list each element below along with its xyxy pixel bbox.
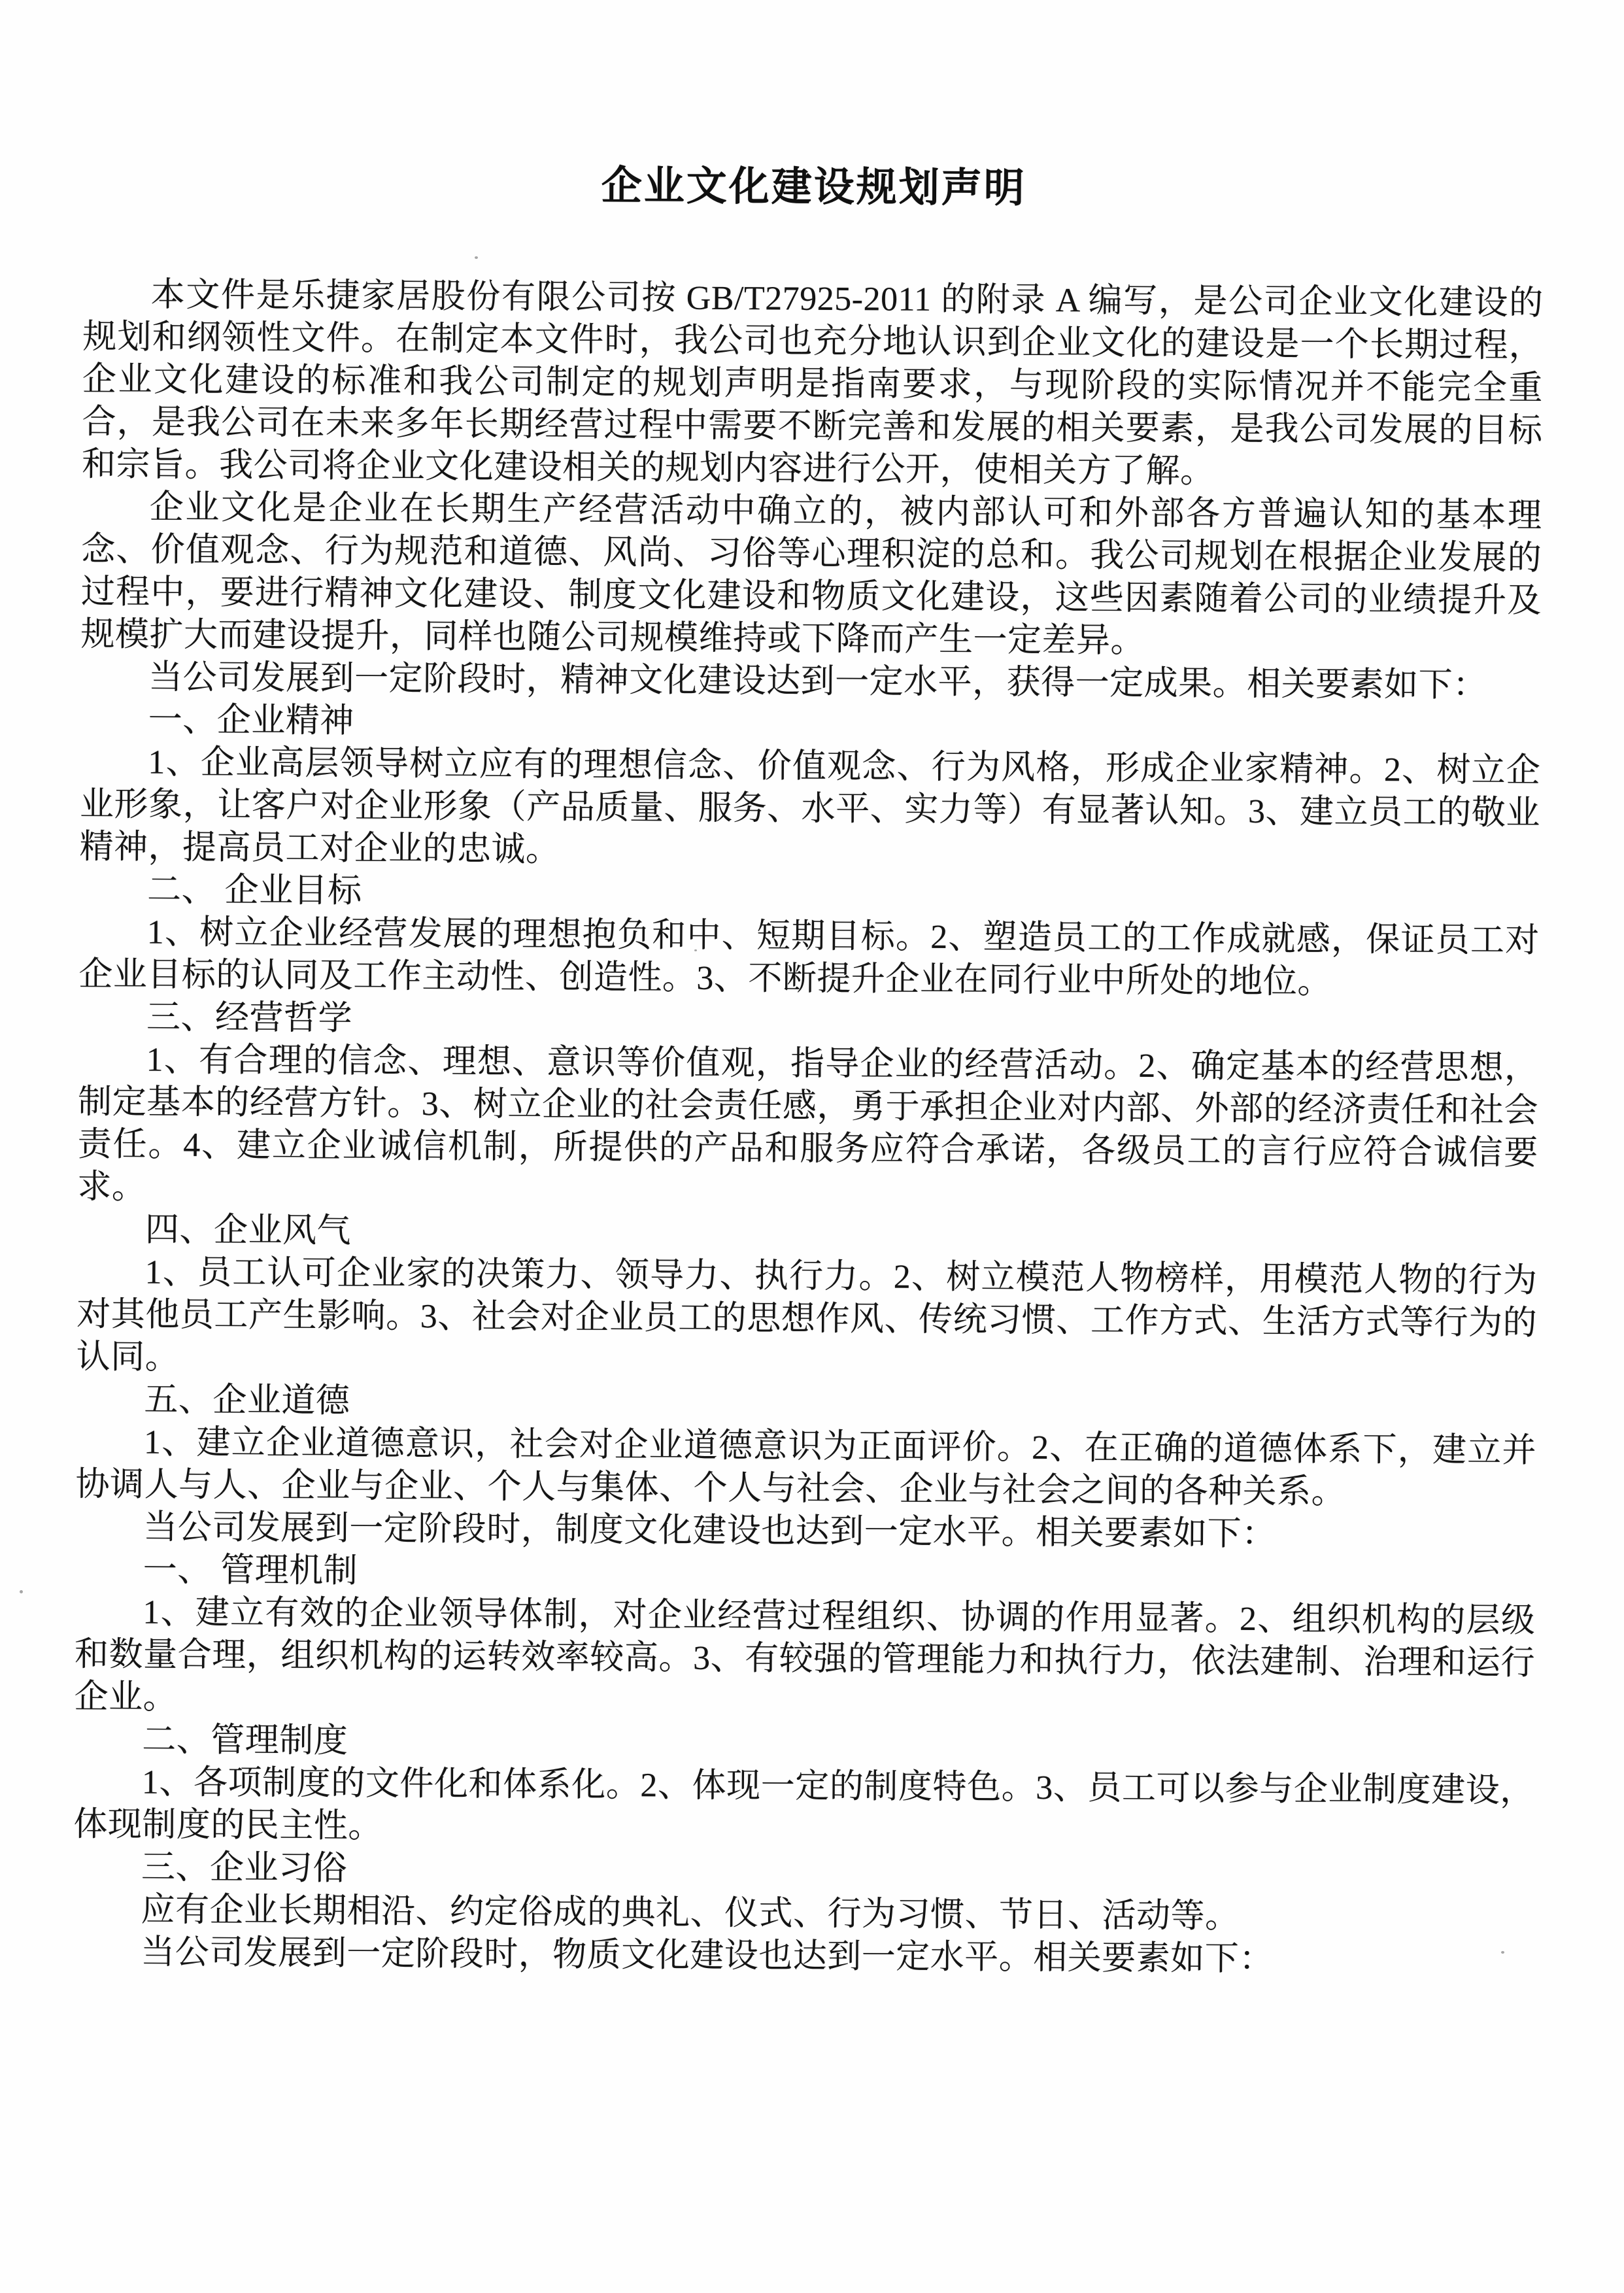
paragraph: 1、员工认可企业家的决策力、领导力、执行力。2、树立模范人物榜样，用模范人物的行为对其他员工产生影响。3、社会对企业员工的思想作风、传统习惯、工作方式、生活方式等行为的认同。 bbox=[76, 1253, 1538, 1376]
section-heading: 二、管理制度 bbox=[142, 1721, 348, 1760]
paragraph: 1、树立企业经营发展的理想抱负和中、短期目标。2、塑造员工的工作成就感，保证员工对企业目标的认同及工作主动性、创造性。3、不断提升企业在同行业中所处的地位。 bbox=[78, 913, 1540, 1001]
paragraph: 1、各项制度的文件化和体系化。2、体现一定的制度特色。3、员工可以参与企业制度建设，体现制度的民主性。 bbox=[73, 1763, 1534, 1845]
paragraph: 本文件是乐捷家居股份有限公司按 GB/T27925-2011 的附录 A 编写，是公司企业文化建设的规划和纲领性文件。在制定本文件时，我公司也充分地认识到企业文化的建设是一个长期过程，企业文化建设的标准和我公司制定的规划声明是指南要求，与现阶段的实际情况并不能完全重合，是我公司在未来多年长期经营过程中需要不断完善和发展的相关要素，是我公司发展的目标和宗旨。我公司将企业文化建设相关的规划内容进行公开，使相关方了解。 bbox=[81, 276, 1544, 490]
section-heading: 一、 管理机制 bbox=[143, 1551, 358, 1590]
scan-speck bbox=[694, 949, 697, 951]
section-heading: 四、企业风气 bbox=[144, 1211, 352, 1250]
paragraph: 1、有合理的信念、理想、意识等价值观，指导企业的经营活动。2、确定基本的经营思想，制定基本的经营方针。3、树立企业的社会责任感，勇于承担企业对内部、外部的经济责任和社会责任。4、建立企业诚信机制，所提供的产品和服务应符合承诺，各级员工的言行应符合诚信要求。 bbox=[77, 1041, 1539, 1206]
paragraph: 当公司发展到一定阶段时，精神文化建设达到一定水平，获得一定成果。相关要素如下： bbox=[148, 658, 1487, 705]
section-heading: 五、企业道德 bbox=[144, 1381, 350, 1420]
section-heading: 三、企业习俗 bbox=[141, 1848, 348, 1888]
scan-speck bbox=[475, 256, 478, 259]
paragraph: 1、建立企业道德意识，社会对企业道德意识为正面评价。2、在正确的道德体系下，建立并协调人与人、企业与企业、个人与集体、个人与社会、企业与社会之间的各种关系。 bbox=[75, 1423, 1537, 1511]
section-heading: 一、企业精神 bbox=[148, 701, 354, 740]
scan-speck bbox=[20, 1590, 23, 1593]
section-heading: 三、经营哲学 bbox=[146, 998, 353, 1038]
paragraph: 1、建立有效的企业领导体制，对企业经营过程组织、协调的作用显著。2、组织机构的层级和数量合理，组织机构的运转效率较高。3、有较强的管理能力和执行力，依法建制、治理和运行企业。 bbox=[74, 1593, 1536, 1716]
paragraph: 企业文化是企业在长期生产经营活动中确立的，被内部认可和外部各方普遍认知的基本理念、价值观念、行为规范和道德、风尚、习俗等心理积淀的总和。我公司规划在根据企业发展的过程中，要进行精神文化建设、制度文化建设和物质文化建设，这些因素随着公司的业绩提升及规模扩大而建设提升，同样也随公司规模维持或下降而产生一定差异。 bbox=[80, 488, 1542, 660]
paragraph: 应有企业长期相沿、约定俗成的典礼、仪式、行为习惯、节日、活动等。 bbox=[141, 1891, 1240, 1935]
paragraph: 当公司发展到一定阶段时，物质文化建设也达到一定水平。相关要素如下： bbox=[141, 1933, 1274, 1979]
paragraph: 1、企业高层领导树立应有的理想信念、价值观念、行为风格，形成企业家精神。2、树立企业形象，让客户对企业形象（产品质量、服务、水平、实力等）有显著认知。3、建立员工的敬业精神，提高员工对企业的忠诚。 bbox=[79, 743, 1541, 869]
document-content bbox=[73, 156, 1544, 1982]
scan-speck bbox=[1501, 1951, 1504, 1954]
document-title: 企业文化建设规划声明 bbox=[601, 163, 1026, 211]
paragraph: 当公司发展到一定阶段时，制度文化建设也达到一定水平。相关要素如下： bbox=[143, 1508, 1276, 1554]
section-heading: 二、 企业目标 bbox=[146, 871, 362, 910]
scan-speck bbox=[1483, 524, 1485, 527]
